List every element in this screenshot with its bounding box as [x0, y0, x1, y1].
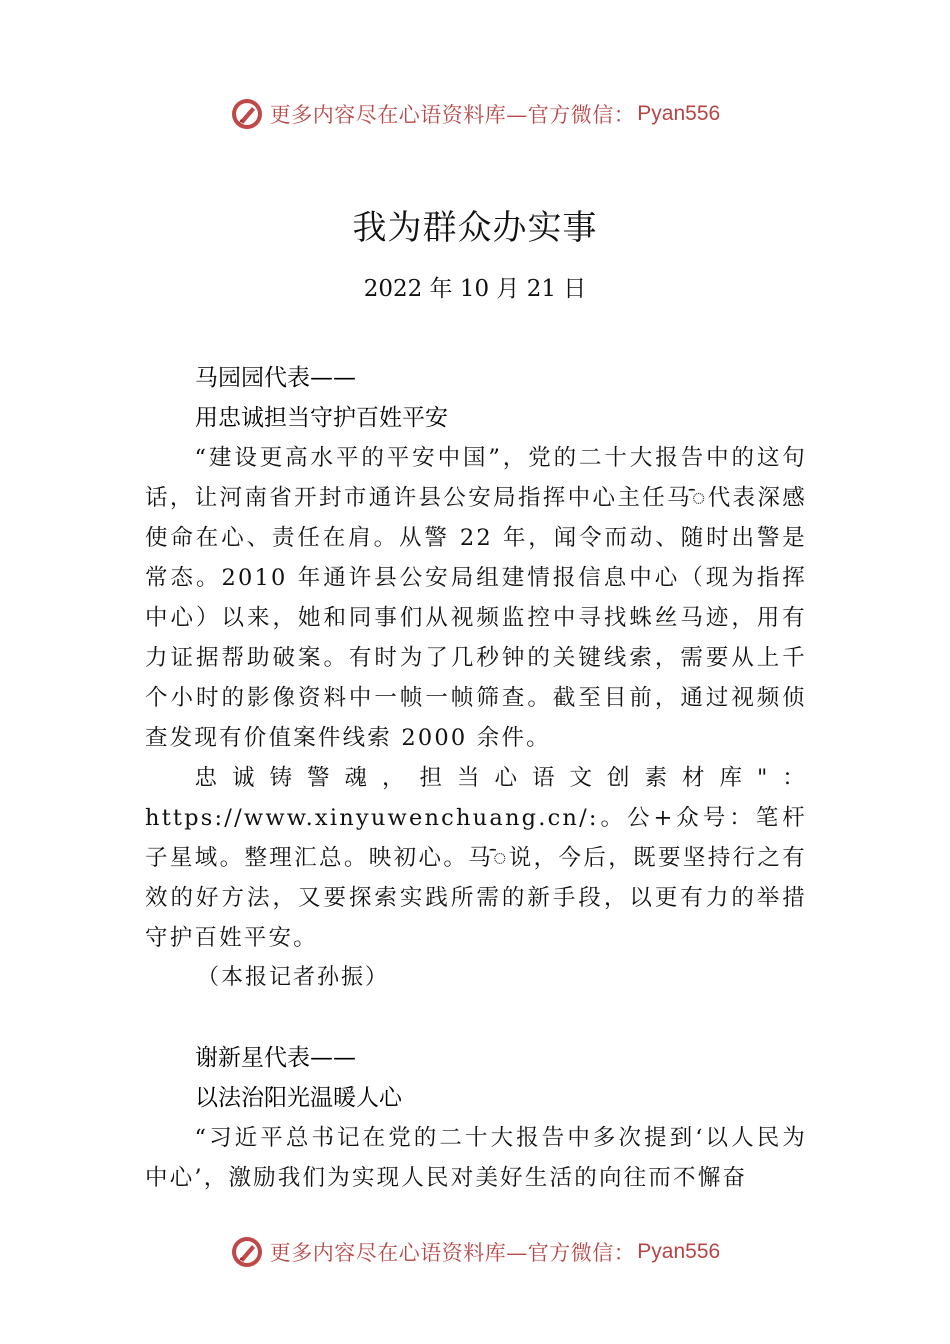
- pen-seal-icon: [230, 1235, 264, 1269]
- document-title: 我为群众办实事: [352, 208, 598, 248]
- document-date: 2022 年 10 月 21 日: [363, 276, 587, 302]
- section-1-heading-1: 马园园代表——: [195, 365, 356, 391]
- watermark-wechat-id: Pyan556: [637, 1240, 721, 1263]
- section-2-heading-2: 以法治阳光温暖人心: [195, 1085, 402, 1111]
- section-1-paragraph-1: “建设更高水平的平安中国”，党的二十大报告中的这句话，让河南省开封市通许县公安局指挥中心主任马ᯩᯩ代表深感使命在心、责任在肩。从警 22 年，闻令而动、随时出警是常态。2010 年通许县公安局组建情报信息中心（现为指挥中心）以来，她和同事们从视频监控中寻找蛛丝马迹，用有力证据帮助破案。有时为了几秒钟的关键线索，需要从上千个小时的影像资料中一帧一帧筛查。截至目前，通过视频侦查发现有价值案件线索 2000 余件。: [145, 445, 807, 751]
- watermark-brand-text: 更多内容尽在心语资料库—官方微信：: [269, 103, 636, 127]
- section-2-paragraph-1: “习近平总书记在党的二十大报告中多次提到‘以人民为中心’，激励我们为实现人民对美好生活的向往而不懈奋: [145, 1125, 807, 1191]
- watermark-banner-bottom: [0, 1232, 950, 1272]
- section-2-heading-1: 谢新星代表——: [195, 1045, 356, 1071]
- section-1-paragraph-2: 忠诚铸警魂，担当心语文创素材库"：https://www.xinyuwenchuang.cn/:。公+众号：笔杆子星域。整理汇总。映初心。马ᯩᯩ说，今后，既要坚持行之有效的好方法，又要探索实践所需的新手段，以更有力的举措守护百姓平安。: [145, 765, 807, 951]
- section-1-credit: （本报记者孙振）: [197, 965, 390, 990]
- watermark-wechat-id: Pyan556: [637, 102, 721, 125]
- watermark-brand-text: 更多内容尽在心语资料库—官方微信：: [269, 1241, 636, 1265]
- section-2: [145, 1038, 807, 1198]
- section-1-heading-2: 用忠诚担当守护百姓平安: [195, 405, 448, 431]
- section-1: [145, 358, 807, 998]
- pen-seal-icon: [230, 97, 264, 131]
- watermark-banner-top: [0, 94, 950, 134]
